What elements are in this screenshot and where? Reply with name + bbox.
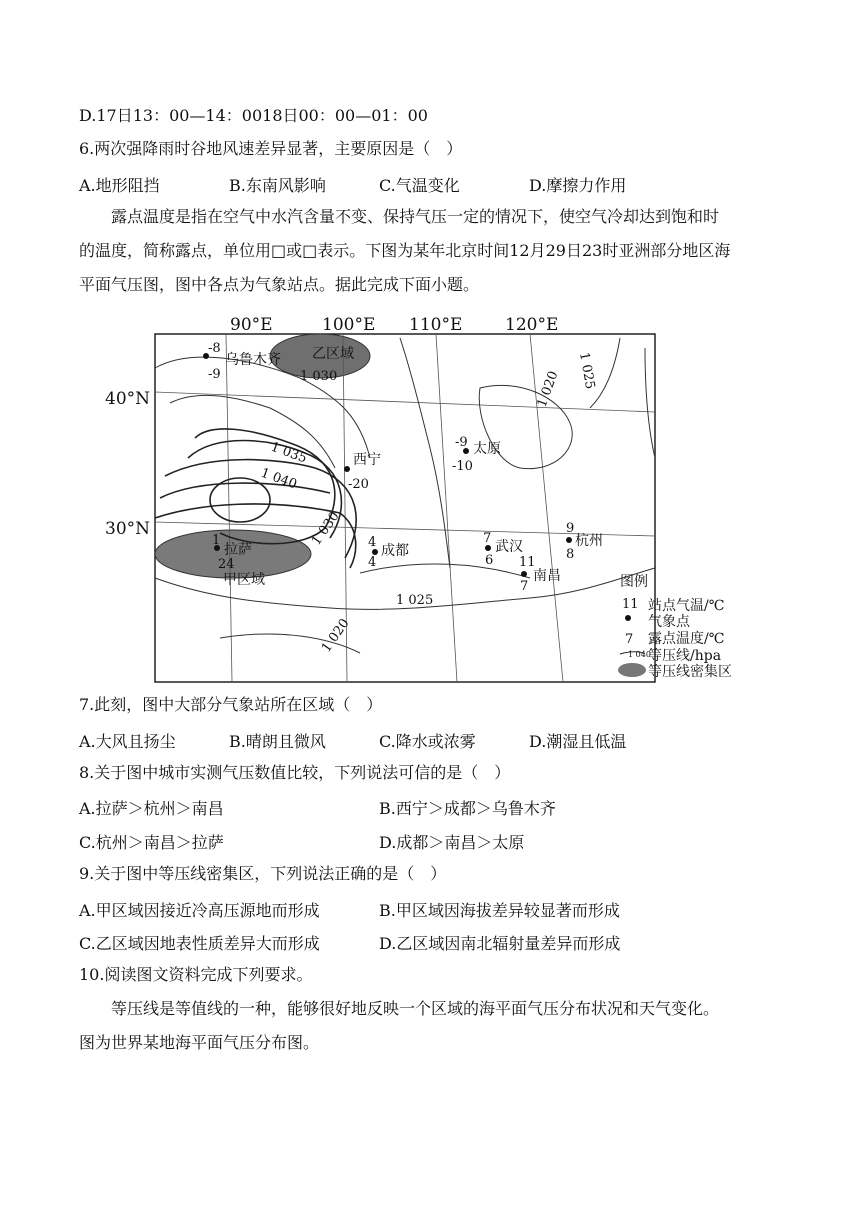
q9-option-b: B.甲区域因海拔差异较显著而形成 [379, 901, 620, 920]
svg-text:南昌: 南昌 [533, 568, 561, 584]
legend-point: 气象点 [648, 614, 690, 630]
svg-text:太原: 太原 [473, 441, 501, 457]
q8-option-a: A.拉萨＞杭州＞南昌 [79, 799, 224, 818]
q7-option-b: B.晴朗且微风 [229, 732, 326, 751]
isobar-label: 1 025 [576, 351, 598, 391]
station-chengdu [368, 535, 409, 570]
isobar-label: 1 030 [308, 509, 343, 549]
question-8: 8.关于图中城市实测气压数值比较，下列说法可信的是（ ） [79, 763, 511, 782]
svg-text:-9: -9 [208, 367, 221, 382]
svg-text:成都: 成都 [381, 543, 409, 559]
paragraph-1-line-3: 平面气压图，图中各点为气象站点。据此完成下面小题。 [79, 275, 480, 294]
question-6: 6.两次强降雨时谷地风速差异显著，主要原因是（ ） [79, 139, 463, 158]
question-7: 7.此刻，图中大部分气象站所在区域（ ） [79, 695, 383, 714]
isobar-label: 1 030 [300, 369, 338, 384]
q8-option-d: D.成都＞南昌＞太原 [379, 833, 525, 852]
paragraph-2-line-1: 等压线是等值线的一种，能够很好地反映一个区域的海平面气压分布状况和天气变化。 [111, 999, 720, 1018]
q8-option-c: C.杭州＞南昌＞拉萨 [79, 833, 224, 852]
station-xining [344, 452, 381, 492]
svg-text:杭州: 杭州 [575, 533, 603, 549]
q9-option-a: A.甲区域因接近冷高压源地而形成 [79, 901, 320, 920]
svg-text:拉萨: 拉萨 [224, 542, 252, 558]
lon-label-100: 100°E [322, 315, 376, 335]
lon-label-120: 120°E [505, 315, 559, 335]
isobar-label: 1 020 [534, 369, 562, 410]
question-9: 9.关于图中等压线密集区，下列说法正确的是（ ） [79, 864, 447, 883]
svg-text:1 040: 1 040 [628, 650, 651, 659]
legend-isobar: 等压线/hpa [648, 648, 722, 664]
paragraph-2-line-2: 图为世界某地海平面气压分布图。 [79, 1033, 320, 1052]
svg-text:7: 7 [625, 632, 634, 647]
paragraph-1-line-2: 的温度，简称露点，单位用□或□表示。下图为某年北京时间12月29日23时亚洲部分地区海 [79, 241, 731, 260]
svg-text:-10: -10 [452, 459, 473, 474]
svg-text:武汉: 武汉 [495, 539, 523, 555]
svg-text:乌鲁木齐: 乌鲁木齐 [225, 352, 281, 368]
isobar-label: 1 035 [268, 439, 309, 467]
svg-text:11: 11 [622, 597, 639, 612]
station-nanchang [519, 555, 561, 594]
svg-text:7: 7 [520, 579, 529, 594]
lon-label-110: 110°E [409, 315, 463, 335]
q6-option-c: C.气温变化 [379, 176, 460, 195]
isobar-label: 1 020 [318, 616, 353, 656]
isobar-label: 1 025 [396, 593, 434, 608]
legend-dense: 等压线密集区 [648, 664, 732, 680]
svg-text:8: 8 [566, 547, 575, 562]
question-10: 10.阅读图文资料完成下列要求。 [79, 965, 313, 984]
q7-option-d: D.潮湿且低温 [529, 732, 627, 751]
svg-text:-8: -8 [208, 341, 221, 356]
station-wuhan [483, 531, 523, 568]
paragraph-1-line-1: 露点温度是指在空气中水汽含量不变、保持气压一定的情况下，使空气冷却达到饱和时 [111, 207, 720, 226]
svg-text:西宁: 西宁 [353, 452, 381, 468]
svg-text:4: 4 [368, 555, 377, 570]
q6-option-a: A.地形阻挡 [79, 176, 160, 195]
map-frame [155, 334, 655, 682]
svg-text:4: 4 [368, 535, 377, 550]
region-label-jia: 甲区域 [223, 572, 265, 588]
option-d-line: D.17日13：00—14：0018日00：00—01：00 [79, 106, 428, 125]
q9-option-d: D.乙区域因南北辐射量差异而形成 [379, 934, 621, 953]
q8-option-b: B.西宁＞成都＞乌鲁木齐 [379, 799, 556, 818]
svg-text:-9: -9 [455, 435, 468, 450]
q7-option-a: A.大风且扬尘 [79, 732, 176, 751]
pressure-map [100, 308, 760, 688]
q6-option-d: D.摩擦力作用 [529, 176, 627, 195]
svg-text:-20: -20 [348, 477, 369, 492]
q6-option-b: B.东南风影响 [229, 176, 326, 195]
q7-option-c: C.降水或浓雾 [379, 732, 476, 751]
station-hangzhou [566, 521, 603, 562]
region-label-yi: 乙区域 [312, 346, 354, 362]
isobar-label: 1 040 [258, 465, 299, 493]
q9-option-c: C.乙区域因地表性质差异大而形成 [79, 934, 320, 953]
svg-text:6: 6 [485, 553, 494, 568]
legend-title: 图例 [620, 574, 648, 590]
svg-text:11: 11 [519, 555, 536, 570]
legend-dew: 露点温度/℃ [648, 631, 725, 647]
station-urumqi [203, 341, 281, 382]
svg-text:1: 1 [212, 533, 221, 548]
lat-label-30: 30°N [105, 519, 151, 539]
lon-label-90: 90°E [230, 315, 273, 335]
lat-label-40: 40°N [105, 389, 151, 409]
map-legend [618, 574, 732, 680]
svg-text:7: 7 [483, 531, 492, 546]
legend-temp: 站点气温/℃ [648, 598, 725, 614]
station-taiyuan [452, 435, 501, 474]
svg-text:9: 9 [566, 521, 575, 536]
svg-text:24: 24 [218, 557, 235, 572]
